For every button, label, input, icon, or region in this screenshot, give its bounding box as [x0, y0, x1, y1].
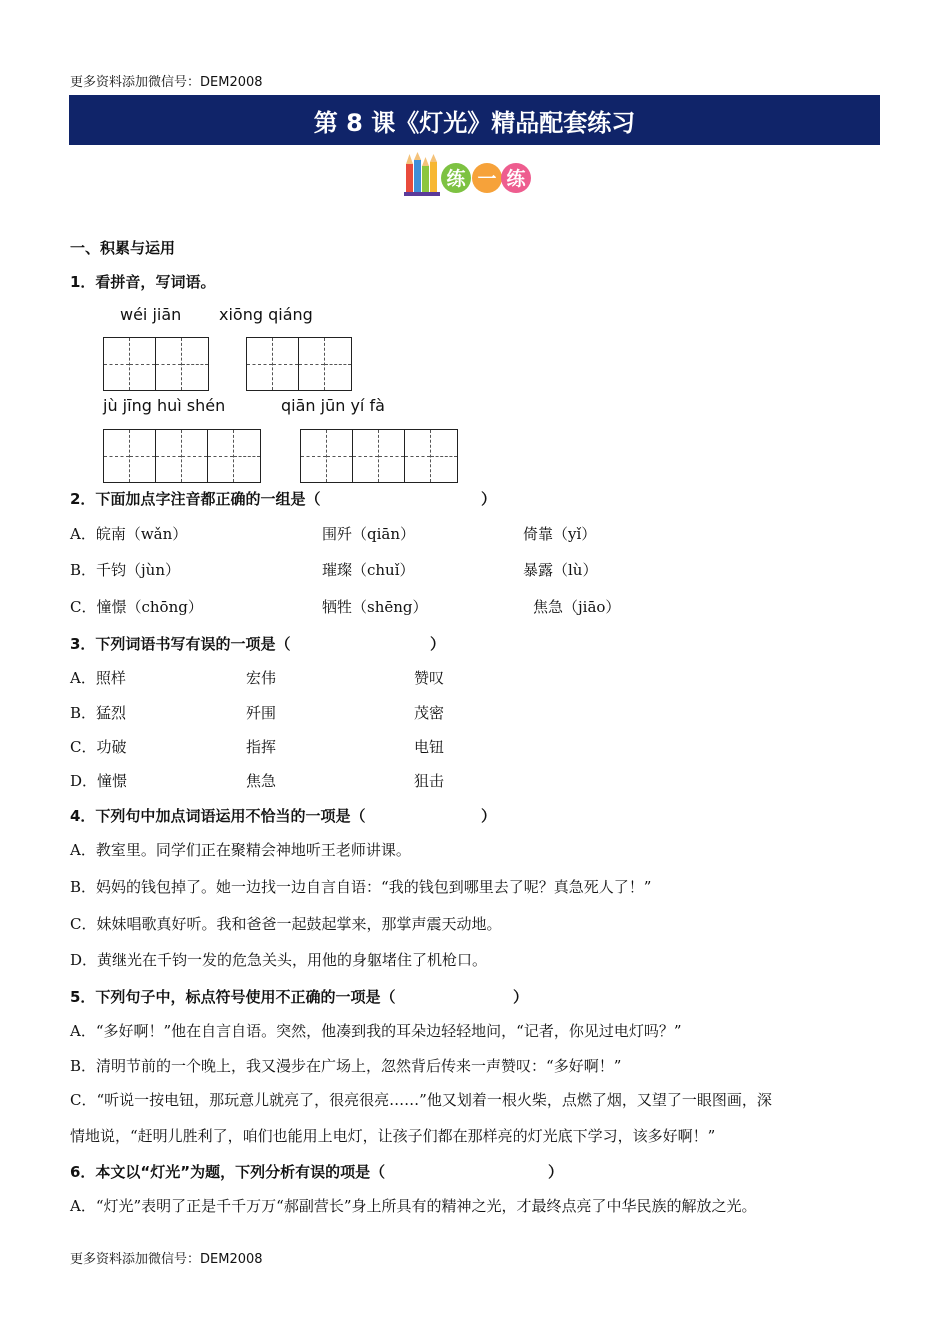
- pinyin-1: wéi jiān: [120, 305, 182, 324]
- question-5-close: ）: [513, 988, 529, 1006]
- question-1-title: 1．看拼音，写词语。: [70, 273, 216, 291]
- page-header: 更多资料添加微信号：DEM2008: [70, 75, 263, 90]
- badge-char-1: 练: [446, 168, 466, 190]
- page-footer: 更多资料添加微信号：DEM2008: [70, 1252, 263, 1267]
- question-4-title: 4．下列句中加点词语运用不恰当的一项是（: [70, 807, 366, 825]
- page-title: 第 8 课《灯光》精品配套练习: [313, 108, 636, 137]
- q2-option-c3: 焦急（jiāo）: [533, 598, 621, 616]
- q3-d-word1: D．憧憬: [70, 772, 128, 790]
- q3-b-word2: 歼围: [246, 704, 277, 722]
- q3-a-word2: 宏伟: [246, 669, 277, 687]
- question-2-title: 2．下面加点字注音都正确的一组是（: [70, 490, 321, 508]
- writing-grid-4[interactable]: [300, 429, 458, 483]
- pinyin-3: jù jīng huì shén: [103, 396, 226, 415]
- q3-c-word3: 电钮: [414, 738, 445, 756]
- q2-option-a2: 围歼（qiān）: [322, 525, 416, 543]
- q3-a-word3: 赞叹: [414, 669, 445, 687]
- q2-option-b3: 暴露（lù）: [523, 561, 598, 579]
- q3-c-word2: 指挥: [246, 738, 277, 756]
- q3-a-word1: A．照样: [70, 669, 126, 687]
- writing-grid-3[interactable]: [103, 429, 261, 483]
- q4-option-a: A．教室里。同学们正在聚精会神地听王老师讲课。: [70, 841, 411, 859]
- writing-grid-1[interactable]: [103, 337, 209, 391]
- question-6-title: 6．本文以“灯光”为题，下列分析有误的项是（: [70, 1163, 386, 1181]
- q6-option-a: A．“灯光”表明了正是千千万万“郝副营长”身上所具有的精神之光，才最终点亮了中华民族的解放之光。: [70, 1197, 757, 1215]
- q2-option-b1: B．千钧（jùn）: [70, 561, 180, 579]
- q3-c-word1: C．功破: [70, 738, 127, 756]
- practice-badge: [402, 152, 532, 198]
- pencil-cluster-icon: [402, 152, 532, 198]
- q3-d-word2: 焦急: [246, 772, 277, 790]
- badge-char-2: 一: [477, 168, 497, 190]
- section-heading: 一、积累与运用: [70, 239, 176, 257]
- writing-grid-2[interactable]: [246, 337, 352, 391]
- q3-d-word3: 狙击: [414, 772, 445, 790]
- q2-option-c2: 牺牲（shēng）: [322, 598, 428, 616]
- q5-option-c-line2: 情地说，“赶明儿胜利了，咱们也能用上电灯，让孩子们都在那样亮的灯光底下学习，该多好啊！”: [70, 1127, 716, 1145]
- q5-option-a: A．“多好啊！”他在自言自语。突然，他凑到我的耳朵边轻轻地问，“记者，你见过电灯吗？”: [70, 1022, 682, 1040]
- q4-option-c: C．妹妹唱歌真好听。我和爸爸一起鼓起掌来，那掌声震天动地。: [70, 915, 502, 933]
- q3-b-word3: 茂密: [414, 704, 445, 722]
- q5-option-b: B．清明节前的一个晚上，我又漫步在广场上，忽然背后传来一声赞叹：“多好啊！”: [70, 1057, 622, 1075]
- badge-char-3: 练: [506, 168, 526, 190]
- q3-b-word1: B．猛烈: [70, 704, 127, 722]
- question-5-title: 5．下列句子中，标点符号使用不正确的一项是（: [70, 988, 396, 1006]
- pinyin-2: xiōng qiáng: [219, 305, 313, 324]
- title-banner: [69, 95, 880, 145]
- q2-option-c1: C．憧憬（chōng）: [70, 598, 203, 616]
- question-3-close: ）: [430, 635, 446, 653]
- question-2-close: ）: [481, 490, 497, 508]
- question-4-close: ）: [481, 807, 497, 825]
- question-3-title: 3．下列词语书写有误的一项是（: [70, 635, 291, 653]
- q4-option-d: D．黄继光在千钧一发的危急关头，用他的身躯堵住了机枪口。: [70, 951, 488, 969]
- q2-option-b2: 璀璨（chuǐ）: [322, 561, 415, 579]
- q2-option-a3: 倚靠（yǐ）: [523, 525, 597, 543]
- q2-option-a1: A．皖南（wǎn）: [70, 525, 188, 543]
- pinyin-4: qiān jūn yí fà: [281, 396, 385, 415]
- q4-option-b: B．妈妈的钱包掉了。她一边找一边自言自语：“我的钱包到哪里去了呢？真急死人了！”: [70, 878, 652, 896]
- question-6-close: ）: [548, 1163, 564, 1181]
- q5-option-c-line1: C．“听说一按电钮，那玩意儿就亮了，很亮很亮……”他又划着一根火柴，点燃了烟，又望了一眼图画，深: [70, 1091, 772, 1109]
